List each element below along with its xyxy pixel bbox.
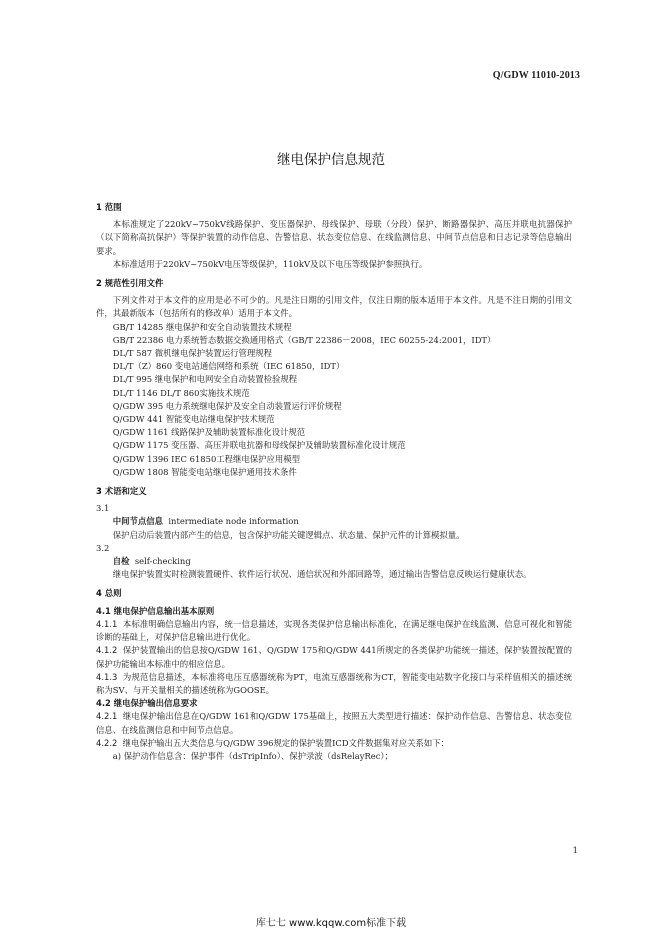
clause-number: 4.2.2 [96,737,118,748]
clause-text: 继电保护输出五大类信息与Q/GDW 396规定的保护装置ICD文件数据集对应关系如下： [122,737,450,748]
term-title [96,515,572,528]
reference-item: DL/T 995 继电保护和电网安全自动装置检验规程 [112,374,298,385]
section-heading-general: 4 总则 [96,588,122,599]
reference-item: DL/T（Z）860 变电站通信网络和系统（IEC 61850，IDT） [112,361,345,372]
standard-code: Q/GDW 11010-2013 [492,70,580,81]
clause-number: 4.1.2 [96,645,118,656]
scope-paragraph: 本标准适用于220kV~750kV电压等级保护，110kV及以下电压等级保护参照执行。 [112,258,428,269]
document-body [96,201,572,763]
section-heading-scope: 1 范围 [96,202,122,212]
scope-paragraph: 本标准规定了220kV~750kV线路保护、变压器保护、母线保护、母联（分段）保护、断路器保护、高压并联电抗器保护（以下简称高抗保护）等保护装置的动作信息、告警信息、状态变位信息、在线监测信息、中间节点信息和日志记录等信息输出要求。 [96,219,572,256]
clause-number: 4.2.1 [96,711,118,722]
reference-item: GB/T 14285 继电保护和安全自动装置技术规程 [112,321,292,332]
reference-item: Q/GDW 1161 线路保护及辅助装置标准化设计规范 [112,427,306,438]
section-heading-terms: 3 术语和定义 [96,486,147,497]
term-definition: 保护启动后装置内部产生的信息，包含保护功能关键逻辑点、状态量、保护元件的计算模拟量。 [112,529,465,540]
clause-text: 为规范信息描述，本标准将电压互感器统称为PT，电流互感器统称为CT，智能变电站数字化接口与采样值相关的描述统称为SV、与开关量相关的描述统称为GOOSE。 [96,671,572,695]
clause-number: 4.1.3 [96,671,118,682]
subsection-heading: 4.1 继电保护信息输出基本原则 [96,605,215,616]
list-item-a: a) 保护动作信息含：保护事件（dsTripInfo）、保护录波（dsRelayRec）； [112,750,393,761]
term-english: intermediate node information [168,516,299,527]
reference-item: GB/T 22386 电力系统暂态数据交换通用格式（GB/T 22386－2008，IEC 60255-24:2001，IDT） [112,334,496,345]
clause-4-2-2 [96,737,572,750]
reference-item: Q/GDW 441 智能变电站继电保护技术规范 [112,414,275,425]
references-intro: 下列文件对于本文件的应用是必不可少的。凡是注日期的引用文件，仅注日期的版本适用于本文件。凡是不注日期的引用文件，其最新版本（包括所有的修改单）适用于本文件。 [96,295,572,319]
reference-item: Q/GDW 1808 智能变电站继电保护通用技术条件 [112,466,297,477]
footer-watermark: 库七七 www.kqqw.com标准下载 [255,918,407,929]
clause-4-1-3 [96,671,572,697]
term-chinese: 中间节点信息 [112,516,164,527]
term-number: 3.2 [96,542,110,553]
clause-text: 继电保护输出信息在Q/GDW 161和Q/GDW 175基础上，按照五大类型进行描述：保护动作信息、告警信息、状态变位信息、在线监测信息和中间节点信息。 [96,711,572,735]
section-heading-references: 2 规范性引用文件 [96,278,164,289]
clause-4-2-1 [96,710,572,736]
term-title [96,555,572,568]
term-definition: 继电保护装置实时检测装置硬件、软件运行状况、通信状况和外部回路等，通过输出告警信息反映运行健康状态。 [112,569,532,580]
document-title: 继电保护信息规范 [277,152,385,168]
term-english: self-checking [134,556,191,567]
reference-item: DL/T 587 微机继电保护装置运行管理规程 [112,348,273,359]
page-number: 1 [572,845,578,855]
clause-number: 4.1.1 [96,618,118,629]
clause-text: 本标准明确信息输出内容，统一信息描述，实现各类保护信息输出标准化，在满足继电保护在线监测、信息可视化和智能诊断的基础上，对保护信息输出进行优化。 [96,618,572,643]
clause-text: 保护装置输出的信息按Q/GDW 161、Q/GDW 175和Q/GDW 441所规定的各类保护功能统一描述，保护装置按配置的保护功能输出本标准中的相应信息。 [96,645,572,669]
subsection-heading: 4.2 继电保护输出信息要求 [96,698,198,709]
clause-4-1-2 [96,644,572,670]
reference-item: DL/T 1146 DL/T 860实施技术规范 [112,387,250,398]
term-chinese: 自检 [112,556,130,567]
reference-item: Q/GDW 1396 IEC 61850工程继电保护应用模型 [112,453,301,464]
term-number: 3.1 [96,503,110,514]
reference-item: Q/GDW 1175 变压器、高压并联电抗器和母线保护及辅助装置标准化设计规范 [112,440,406,451]
clause-4-1-1 [96,618,572,644]
reference-item: Q/GDW 395 电力系统继电保护及安全自动装置运行评价规程 [112,400,342,411]
